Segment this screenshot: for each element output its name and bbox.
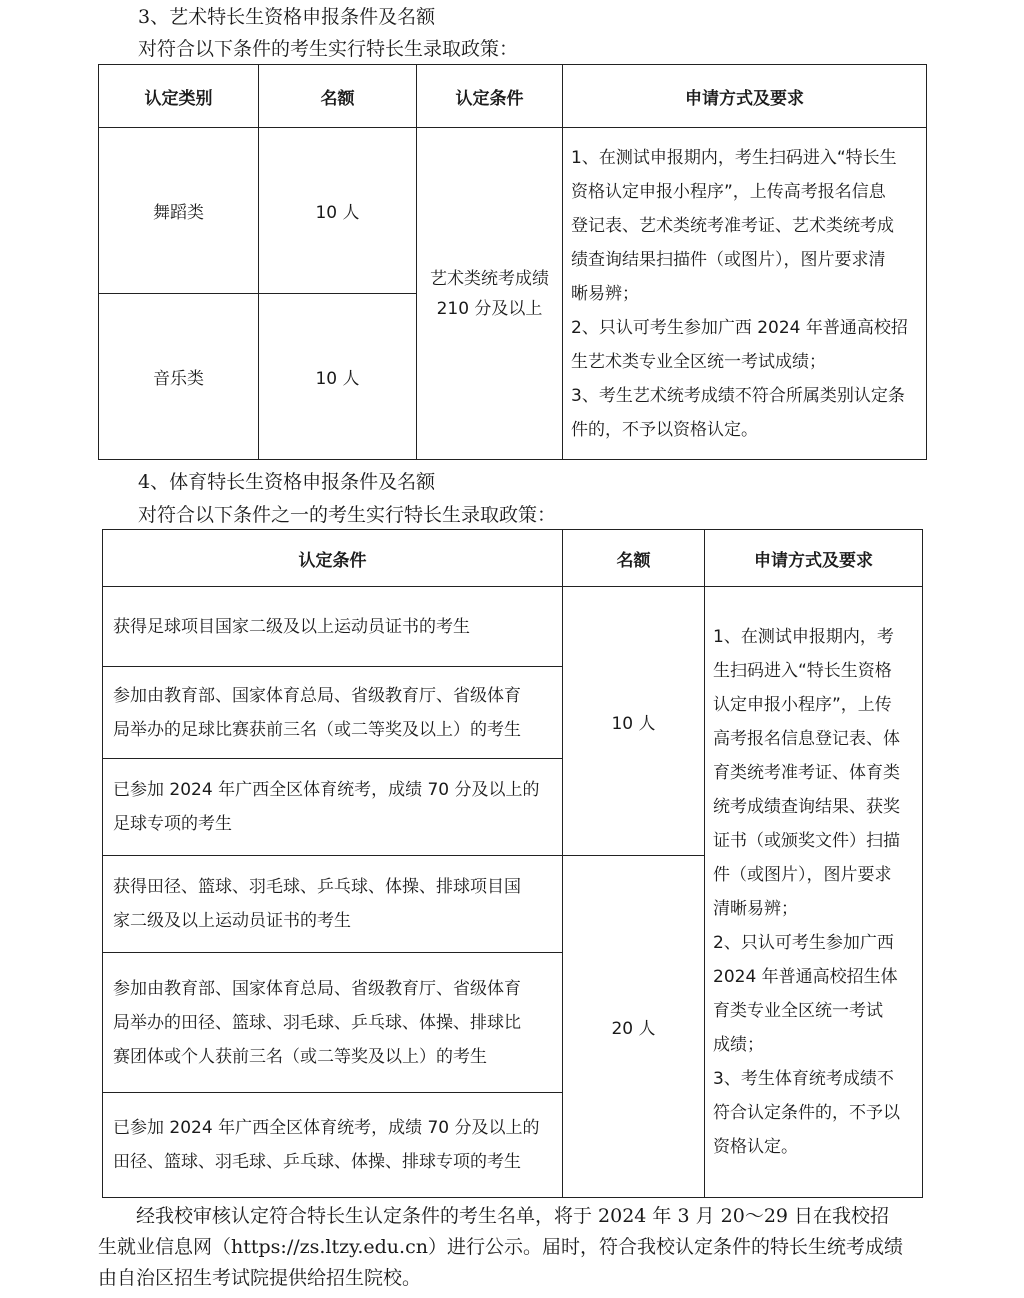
art-requirements-cell (563, 128, 927, 460)
sports-requirements-cell (705, 587, 923, 1198)
requirement-line: 1、在测试申报期内，考生扫码进入“特长生 (571, 147, 897, 168)
art-table-header-row (99, 65, 927, 128)
section3-intro: 对符合以下条件的考生实行特长生录取政策： (138, 38, 519, 60)
sports-header-condition: 认定条件 (103, 530, 563, 587)
condition-line: 已参加 2024 年广西全区体育统考，成绩 70 分及以上的 (113, 1118, 540, 1138)
requirement-line: 2、只认可考生参加广西 (713, 933, 894, 953)
requirement-line: 高考报名信息登记表、体 (713, 729, 900, 749)
art-header-requirements: 申请方式及要求 (563, 65, 927, 128)
condition-line: 参加由教育部、国家体育总局、省级教育厅、省级体育 (113, 685, 521, 706)
art-header-condition: 认定条件 (417, 65, 563, 128)
art-condition-cell (417, 128, 563, 460)
requirement-line: 生艺术类专业全区统一考试成绩； (571, 351, 826, 372)
art-header-quota: 名额 (259, 65, 417, 128)
closing-line: 生就业信息网（https://zs.ltzy.edu.cn）进行公示。届时，符合我校认定条件的特长生统考成绩 (98, 1236, 903, 1258)
requirement-line: 成绩； (713, 1035, 764, 1055)
requirement-line: 3、考生艺术统考成绩不符合所属类别认定条 (571, 385, 905, 406)
requirement-line: 育类专业全区统一考试 (713, 1001, 883, 1021)
sports-condition-cell (103, 759, 563, 856)
requirement-line: 育类统考准考证、体育类 (713, 763, 900, 783)
sports-header-quota: 名额 (563, 530, 705, 587)
condition-line: 已参加 2024 年广西全区体育统考，成绩 70 分及以上的 (113, 780, 540, 800)
condition-line: 获得足球项目国家二级及以上运动员证书的考生 (113, 616, 470, 637)
requirement-line: 证书（或颁奖文件）扫描 (713, 831, 900, 851)
condition-line: 获得田径、篮球、羽毛球、乒乓球、体操、排球项目国 (113, 877, 521, 897)
condition-line: 局举办的足球比赛获前三名（或二等奖及以上）的考生 (113, 719, 521, 740)
art-header-category: 认定类别 (99, 65, 259, 128)
requirement-line: 3、考生体育统考成绩不 (713, 1069, 894, 1089)
requirement-line: 2、只认可考生参加广西 2024 年普通高校招 (571, 317, 908, 338)
requirement-line: 件的，不予以资格认定。 (571, 419, 758, 440)
sports-quota-football: 10 人 (563, 587, 705, 856)
art-quota-music: 10 人 (259, 294, 417, 460)
sports-header-requirements: 申请方式及要求 (705, 530, 923, 587)
requirement-line: 登记表、艺术类统考准考证、艺术类统考成 (571, 215, 894, 236)
sports-condition-cell (103, 1093, 563, 1198)
requirement-line: 认定申报小程序”，上传 (713, 695, 892, 715)
sports-condition-cell (103, 667, 563, 759)
table-row (99, 128, 927, 294)
condition-line: 赛团体或个人获前三名（或二等奖及以上）的考生 (113, 1046, 487, 1067)
condition-line: 足球专项的考生 (113, 814, 232, 834)
requirement-line: 绩查询结果扫描件（或图片），图片要求清 (571, 249, 886, 270)
section4-intro: 对符合以下条件之一的考生实行特长生录取政策： (138, 504, 557, 526)
requirement-line: 清晰易辨； (713, 899, 798, 919)
sports-condition-cell (103, 856, 563, 953)
condition-line: 参加由教育部、国家体育总局、省级教育厅、省级体育 (113, 978, 521, 999)
requirement-line: 件（或图片），图片要求 (713, 865, 892, 885)
sports-table-header-row (103, 530, 923, 587)
section4-heading: 4、体育特长生资格申报条件及名额 (138, 471, 436, 493)
condition-line: 局举办的田径、篮球、羽毛球、乒乓球、体操、排球比 (113, 1012, 521, 1033)
requirement-line: 2024 年普通高校招生体 (713, 967, 898, 987)
art-quota-dance: 10 人 (259, 128, 417, 294)
sports-condition-cell (103, 953, 563, 1093)
sports-condition-cell (103, 587, 563, 667)
condition-line: 家二级及以上运动员证书的考生 (113, 911, 351, 931)
requirement-line: 统考成绩查询结果、获奖 (713, 797, 900, 817)
condition-line: 田径、篮球、羽毛球、乒乓球、体操、排球专项的考生 (113, 1152, 521, 1172)
art-specialty-table (98, 64, 927, 460)
requirement-line: 晰易辨； (571, 283, 639, 304)
requirement-line: 符合认定条件的，不予以 (713, 1103, 900, 1123)
closing-line: 经我校审核认定符合特长生认定条件的考生名单，将于 2024 年 3 月 20～29 日在我校招 (136, 1205, 890, 1227)
sports-quota-other: 20 人 (563, 856, 705, 1198)
art-condition-line: 艺术类统考成绩 (430, 268, 549, 289)
table-row (103, 587, 923, 667)
art-category-dance: 舞蹈类 (99, 128, 259, 294)
requirement-line: 1、在测试申报期内，考 (713, 627, 894, 647)
requirement-line: 生扫码进入“特长生资格 (713, 661, 892, 681)
art-condition-line: 210 分及以上 (436, 298, 543, 319)
requirement-line: 资格认定。 (713, 1137, 798, 1157)
closing-line: 由自治区招生考试院提供给招生院校。 (98, 1267, 422, 1289)
closing-paragraph (98, 1201, 930, 1294)
sports-specialty-table (102, 529, 923, 1198)
art-category-music: 音乐类 (99, 294, 259, 460)
section3-heading: 3、艺术特长生资格申报条件及名额 (138, 6, 436, 28)
requirement-line: 资格认定申报小程序”，上传高考报名信息 (571, 181, 886, 202)
